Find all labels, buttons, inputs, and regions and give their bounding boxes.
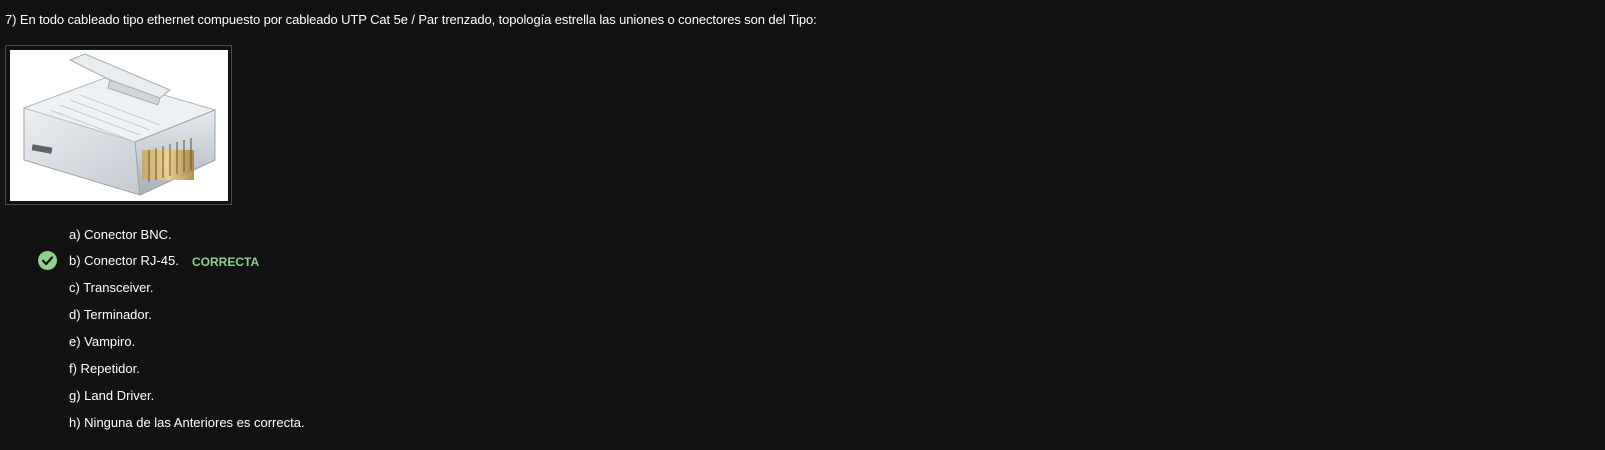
option-label[interactable]: c) Transceiver. (69, 280, 154, 295)
option-d[interactable] (0, 305, 600, 325)
option-label[interactable]: a) Conector BNC. (69, 227, 172, 242)
rj45-connector-image (10, 50, 228, 201)
check-circle-icon (38, 251, 57, 270)
option-label[interactable]: e) Vampiro. (69, 334, 136, 349)
option-label[interactable]: g) Land Driver. (69, 388, 155, 403)
option-c[interactable] (0, 278, 600, 298)
option-f[interactable] (0, 359, 600, 379)
option-label[interactable]: b) Conector RJ-45. (69, 253, 179, 268)
option-a[interactable] (0, 225, 600, 245)
question-text: 7) En todo cableado tipo ethernet compuesto por cableado UTP Cat 5e / Par trenzado, topología estrella las uniones o conectores son del Tipo: (5, 12, 817, 27)
option-label[interactable]: d) Terminador. (69, 307, 152, 322)
option-label[interactable]: h) Ninguna de las Anteriores es correcta. (69, 415, 305, 430)
option-e[interactable] (0, 332, 600, 352)
option-b[interactable] (0, 251, 600, 271)
option-label[interactable]: f) Repetidor. (69, 361, 140, 376)
option-h[interactable] (0, 413, 600, 433)
correct-status-badge: CORRECTA (192, 255, 260, 269)
option-g[interactable] (0, 386, 600, 406)
question-figure (5, 45, 232, 205)
